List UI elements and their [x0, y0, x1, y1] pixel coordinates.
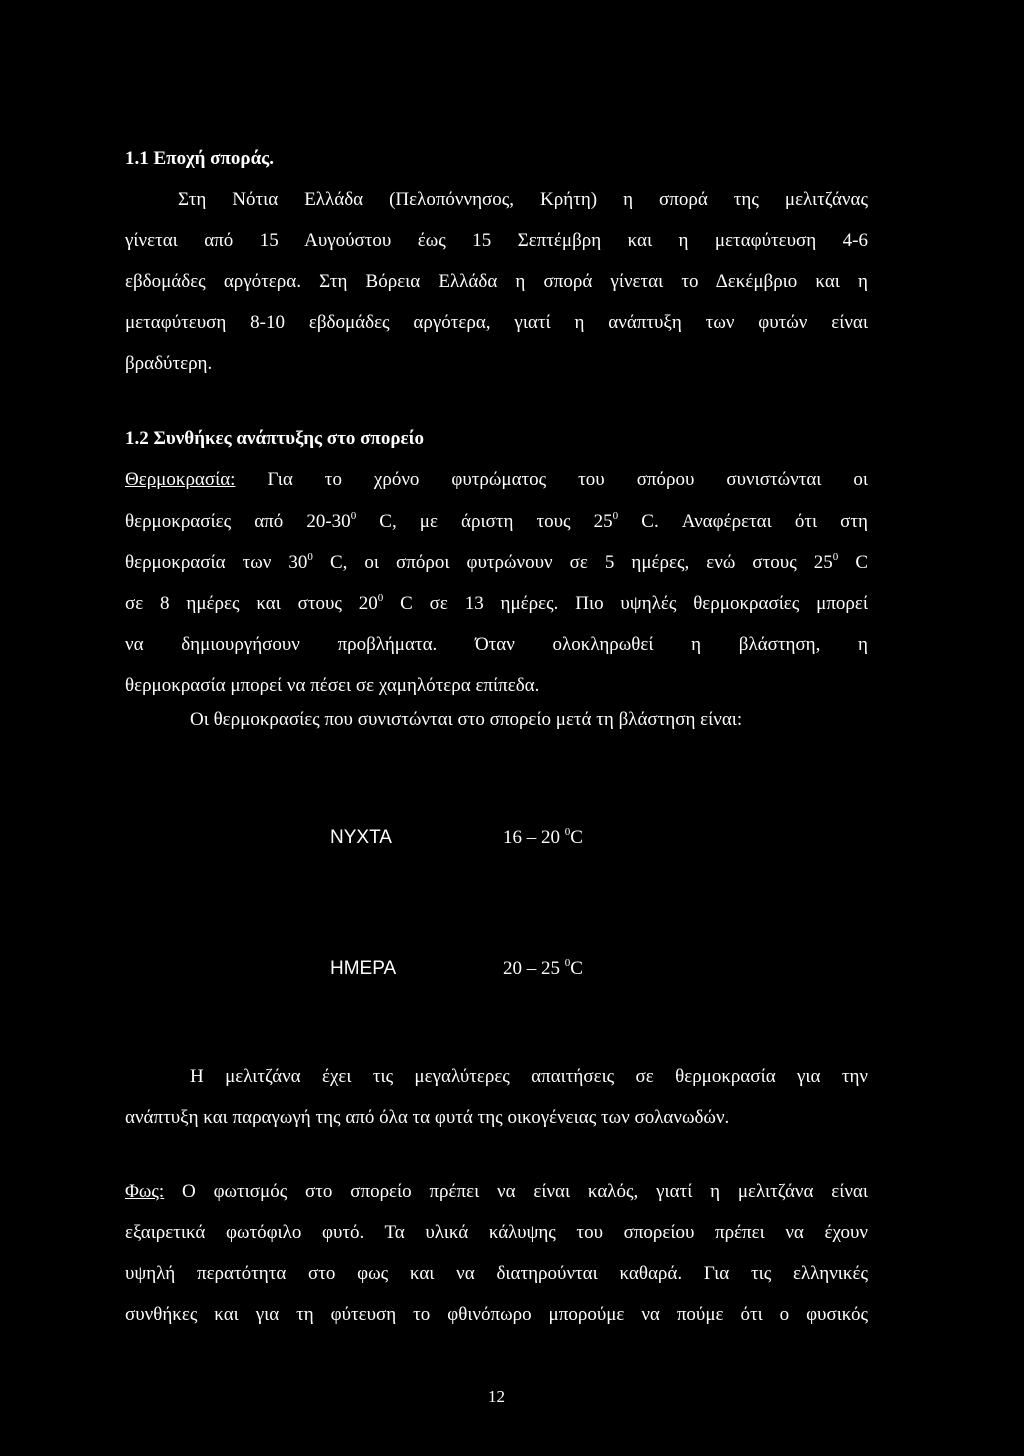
day-value: [503, 958, 583, 980]
text-span: 20 – 25: [503, 958, 565, 979]
temperature-label: Θερμοκρασία:: [125, 469, 236, 490]
section-heading-1-2: 1.2 Συνθήκες ανάπτυξης στο σπορείο: [125, 428, 425, 449]
degree-mark: 0: [350, 510, 357, 522]
paragraph-line: μεταφύτευση 8-10 εβδομάδες αργότερα, γιατί η ανάπτυξη των φυτών είναι: [125, 312, 868, 333]
degree-mark: 0: [377, 592, 384, 604]
paragraph-line: γίνεται από 15 Αυγούστου έως 15 Σεπτέμβρη και η μεταφύτευση 4-6: [125, 230, 868, 251]
degree-mark: 0: [612, 510, 619, 522]
degree-mark: 0: [832, 551, 839, 563]
paragraph-line: θερμοκρασία μπορεί να πέσει σε χαμηλότερα επίπεδα.: [125, 675, 540, 696]
text-span: θερμοκρασία των 30: [125, 552, 308, 573]
unit-span: C: [570, 827, 583, 848]
paragraph-line: Οι θερμοκρασίες που συνιστώνται στο σπορείο μετά τη βλάστηση είναι:: [190, 709, 743, 730]
paragraph-line: [125, 553, 868, 572]
text-span: C, με άριστη τους 25: [379, 511, 613, 532]
paragraph-line: [125, 1182, 868, 1201]
text-span: C, οι σπόροι φυτρώνουν σε 5 ημέρες, ενώ στους 25: [329, 552, 833, 573]
text-span: C σε 13 ημέρες. Πιο υψηλές θερμοκρασίες μπορεί: [400, 593, 869, 614]
paragraph-line: υψηλή περατότητα στο φως και να διατηρούνται καθαρά. Για τις ελληνικές: [125, 1263, 868, 1284]
text-span: 16 – 20: [503, 827, 565, 848]
day-label: ΗΜΕΡΑ: [330, 958, 397, 979]
text-span: C: [855, 552, 869, 573]
text-span: C. Αναφέρεται ότι στη: [641, 511, 868, 532]
text-span: Ο φωτισμός στο σπορείο πρέπει να είναι καλός, γιατί η μελιτζάνα είναι: [182, 1181, 869, 1202]
degree-mark: 0: [564, 826, 571, 838]
paragraph-line: εβδομάδες αργότερα. Στη Βόρεια Ελλάδα η σπορά γίνεται το Δεκέμβριο και η: [125, 271, 868, 292]
page-number: 12: [488, 1387, 505, 1406]
paragraph-line: εξαιρετικά φωτόφιλο φυτό. Τα υλικά κάλυψης του σπορείου πρέπει να έχουν: [125, 1222, 868, 1243]
paragraph-line: [125, 470, 868, 489]
paragraph-line: Η μελιτζάνα έχει τις μεγαλύτερες απαιτήσεις σε θερμοκρασία για την: [190, 1066, 868, 1087]
text-span: Για το χρόνο φυτρώματος του σπόρου συνιστώνται οι: [267, 469, 869, 490]
paragraph-line: [125, 594, 868, 613]
light-label: Φως:: [125, 1181, 165, 1202]
paragraph-line: συνθήκες και για τη φύτευση το φθινόπωρο μπορούμε να πούμε ότι ο φυσικός: [125, 1304, 868, 1325]
paragraph-line: ανάπτυξη και παραγωγή της από όλα τα φυτά της οικογένειας των σολανωδών.: [125, 1107, 730, 1128]
text-span: θερμοκρασίες από 20-30: [125, 511, 351, 532]
degree-mark: 0: [564, 957, 571, 969]
unit-span: C: [570, 958, 583, 979]
night-value: [503, 827, 583, 849]
paragraph-line: Στη Νότια Ελλάδα (Πελοπόννησος, Κρήτη) η σπορά της μελιτζάνας: [178, 189, 868, 210]
section-heading-1-1: 1.1 Εποχή σποράς.: [125, 148, 274, 169]
night-label: ΝΥΧΤΑ: [330, 827, 392, 848]
paragraph-line: βραδύτερη.: [125, 353, 213, 374]
text-span: σε 8 ημέρες και στους 20: [125, 593, 378, 614]
paragraph-line: να δημιουργήσουν προβλήματα. Όταν ολοκληρωθεί η βλάστηση, η: [125, 634, 868, 655]
paragraph-line: [125, 512, 868, 531]
degree-mark: 0: [307, 551, 313, 563]
